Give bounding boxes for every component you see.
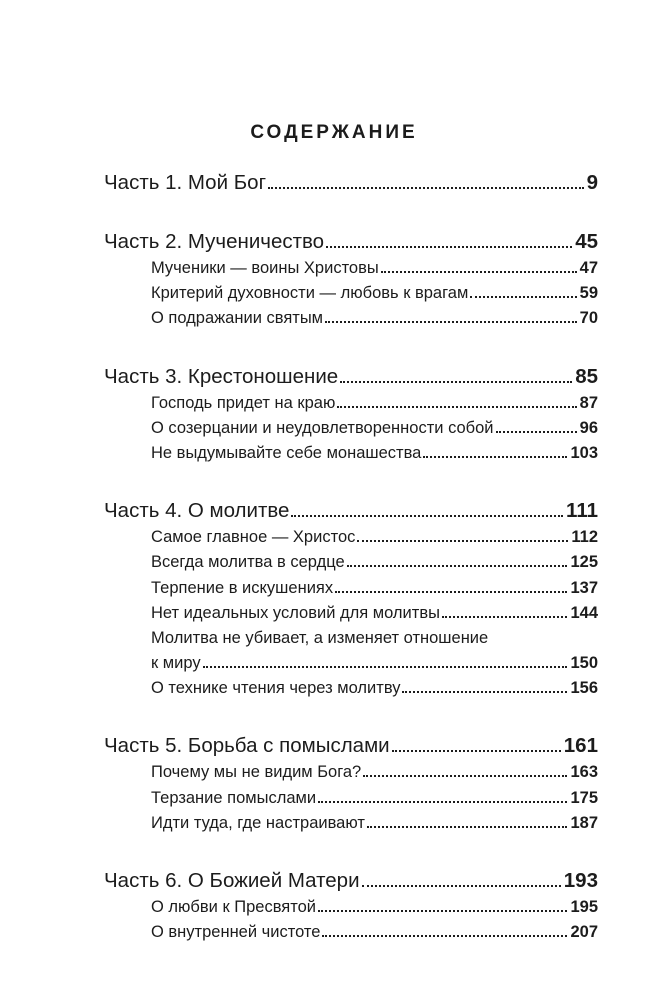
chapter-title: к миру <box>151 654 201 673</box>
dot-leader <box>470 295 576 298</box>
part-page-number: 161 <box>563 734 598 758</box>
chapter-page-number: 112 <box>571 528 598 547</box>
chapter-page-number: 87 <box>579 393 598 412</box>
chapter-title-first-line: Молитва не убивает, а изменяет отношение <box>151 628 489 647</box>
toc-part <box>104 496 598 701</box>
dot-leader <box>402 690 567 693</box>
part-heading[interactable] <box>104 227 598 256</box>
dot-leader <box>291 514 563 517</box>
chapter-list <box>104 895 598 945</box>
dot-leader <box>325 320 577 323</box>
chapter-entry[interactable] <box>151 550 598 575</box>
dot-leader <box>318 909 567 912</box>
chapter-entry[interactable] <box>151 786 598 811</box>
chapter-entry[interactable] <box>151 601 598 626</box>
part-heading[interactable] <box>104 866 598 895</box>
part-title: Часть 3. Крестоношение <box>104 364 339 388</box>
chapter-title: О созерцании и неудовлетворенности собой <box>151 418 494 437</box>
chapter-entry[interactable] <box>151 391 598 416</box>
chapter-title: Не выдумывайте себе монашества <box>151 443 422 462</box>
dot-leader <box>357 539 568 542</box>
dot-leader <box>326 245 572 248</box>
chapter-title: Мученики — воины Христовы <box>151 259 379 277</box>
chapter-page-number: 103 <box>570 443 598 462</box>
chapter-title: Нет идеальных условий для молитвы <box>151 603 440 622</box>
toc-part <box>104 866 598 945</box>
toc-part <box>104 362 598 467</box>
chapter-entry[interactable] <box>151 525 598 550</box>
chapter-page-number: 207 <box>570 923 598 942</box>
chapter-page-number: 187 <box>570 813 598 832</box>
chapter-page-number: 59 <box>579 284 598 303</box>
part-page-number: 111 <box>566 499 598 523</box>
chapter-page-number: 163 <box>570 763 598 782</box>
chapter-entry[interactable] <box>151 281 598 306</box>
dot-leader <box>340 380 572 383</box>
chapter-entry[interactable] <box>151 306 598 331</box>
chapter-page-number: 47 <box>579 259 598 277</box>
chapter-title: Самое главное — Христос <box>151 528 356 547</box>
dot-leader <box>362 884 561 887</box>
chapter-entry[interactable] <box>151 920 598 945</box>
chapter-title: О технике чтения через молитву <box>151 679 401 698</box>
part-heading[interactable] <box>104 168 598 197</box>
chapter-page-number: 70 <box>579 309 598 328</box>
dot-leader <box>337 405 576 408</box>
dot-leader <box>423 455 567 458</box>
chapter-title: Господь придет на краю <box>151 393 336 412</box>
chapter-page-number: 156 <box>570 679 598 698</box>
chapter-entry[interactable] <box>151 651 598 676</box>
chapter-title: Терпение в искушениях <box>151 578 334 597</box>
chapter-entry[interactable] <box>151 576 598 601</box>
dot-leader <box>381 270 577 273</box>
part-title: Часть 6. О Божией Матери <box>104 869 360 892</box>
chapter-page-number: 125 <box>570 553 598 572</box>
chapter-page-number: 175 <box>570 788 598 807</box>
part-title: Часть 5. Борьба с помыслами <box>104 734 390 758</box>
part-title: Часть 2. Мученичество <box>104 230 325 253</box>
dot-leader <box>392 749 561 752</box>
chapter-entry[interactable] <box>151 676 598 701</box>
dot-leader <box>318 800 567 803</box>
table-of-contents <box>104 168 598 975</box>
toc-part <box>104 168 598 197</box>
chapter-list <box>104 525 598 701</box>
part-heading[interactable] <box>104 362 598 391</box>
page-title: СОДЕРЖАНИЕ <box>250 122 418 143</box>
dot-leader <box>442 615 568 618</box>
chapter-title: О внутренней чистоте <box>151 923 321 942</box>
part-title: Часть 4. О молитве <box>104 499 290 523</box>
part-page-number: 85 <box>575 364 598 388</box>
dot-leader <box>335 590 567 593</box>
part-page-number: 9 <box>586 171 598 194</box>
chapter-list <box>104 760 598 836</box>
chapter-entry[interactable] <box>151 416 598 441</box>
part-page-number: 193 <box>563 869 598 892</box>
chapter-entry[interactable] <box>151 895 598 920</box>
dot-leader <box>363 774 567 777</box>
chapter-title: О любви к Пресвятой <box>151 898 316 916</box>
chapter-title: О подражании святым <box>151 309 324 328</box>
part-heading[interactable] <box>104 731 598 760</box>
chapter-page-number: 150 <box>570 654 598 673</box>
toc-part <box>104 227 598 332</box>
chapter-list <box>104 256 598 332</box>
dot-leader <box>268 186 584 189</box>
chapter-page-number: 137 <box>570 578 598 597</box>
chapter-entry[interactable] <box>151 811 598 836</box>
chapter-title: Критерий духовности — любовь к врагам <box>151 284 469 303</box>
chapter-page-number: 195 <box>570 898 598 916</box>
chapter-page-number: 96 <box>579 418 598 437</box>
dot-leader <box>322 934 567 937</box>
toc-part <box>104 731 598 836</box>
dot-leader <box>203 665 568 668</box>
chapter-title: Идти туда, где настраивают <box>151 813 365 832</box>
dot-leader <box>367 825 568 828</box>
chapter-title: Терзание помыслами <box>151 788 317 807</box>
chapter-title: Почему мы не видим Бога? <box>151 763 362 782</box>
chapter-list <box>104 391 598 467</box>
dot-leader <box>496 430 577 433</box>
dot-leader <box>347 564 568 567</box>
part-heading[interactable] <box>104 496 598 525</box>
chapter-page-number: 144 <box>570 603 598 622</box>
part-title: Часть 1. Мой Бог <box>104 171 267 194</box>
part-page-number: 45 <box>575 230 598 253</box>
chapter-entry[interactable] <box>151 760 598 785</box>
chapter-entry[interactable] <box>151 256 598 281</box>
chapter-title: Всегда молитва в сердце <box>151 553 345 572</box>
chapter-entry[interactable] <box>151 441 598 466</box>
